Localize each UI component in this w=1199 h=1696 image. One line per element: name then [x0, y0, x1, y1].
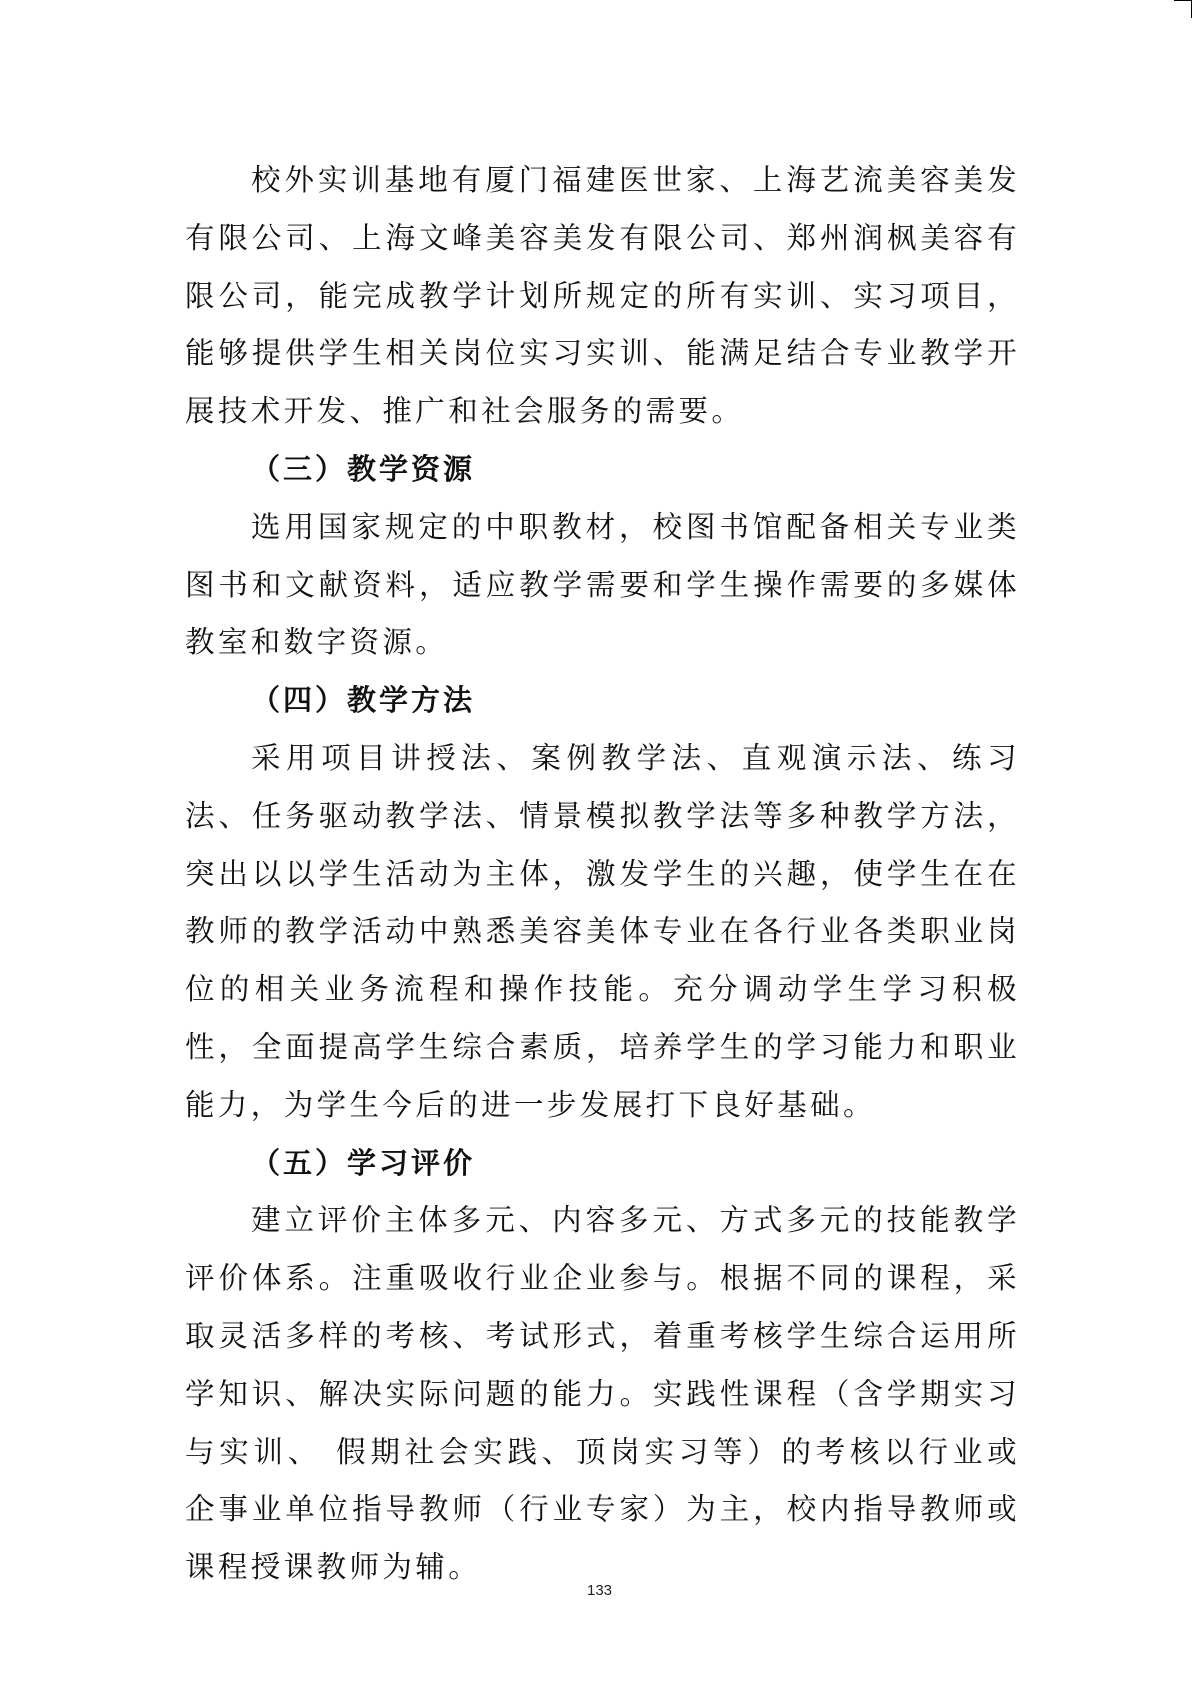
paragraph-training-bases: 校外实训基地有厦门福建医世家、上海艺流美容美发有限公司、上海文峰美容美发有限公司、郑州润枫美容有限公司，能完成教学计划所规定的所有实训、实习项目，能够提供学生相关岗位实习实训、能满足结合专业教学开展技术开发、推广和社会服务的需要。 [185, 163, 1020, 429]
paragraph-teaching-methods: 采用项目讲授法、案例教学法、直观演示法、练习法、任务驱动教学法、情景模拟教学法等多种教学方法，突出以以学生活动为主体，激发学生的兴趣，使学生在在教师的教学活动中熟悉美容美体专业在各行业各类职业岗位的相关业务流程和操作技能。充分调动学生学习积极性，全面提高学生综合素质，培养学生的学习能力和职业能力，为学生今后的进一步发展打下良好基础。 [185, 740, 1020, 1122]
crop-mark [1174, 0, 1192, 18]
heading-teaching-methods: （四）教学方法 [251, 683, 476, 718]
page-number: 133 [586, 1582, 613, 1599]
paragraph-teaching-resources: 选用国家规定的中职教材，校图书馆配备相关专业类图书和文献资料，适应教学需要和学生操作需要的多媒体教室和数字资源。 [185, 509, 1020, 660]
document-body [185, 152, 1020, 1597]
heading-learning-evaluation: （五）学习评价 [251, 1145, 476, 1180]
heading-teaching-resources: （三）教学资源 [251, 451, 476, 486]
paragraph-learning-evaluation: 建立评价主体多元、内容多元、方式多元的技能教学评价体系。注重吸收行业企业参与。根据不同的课程，采取灵活多样的考核、考试形式，着重考核学生综合运用所学知识、解决实际问题的能力。实践性课程（含学期实习与实训、 假期社会实践、顶岗实习等）的考核以行业或企事业单位指导教师（行业专家）为主，校内指导教师或课程授课教师为辅。 [185, 1203, 1020, 1585]
